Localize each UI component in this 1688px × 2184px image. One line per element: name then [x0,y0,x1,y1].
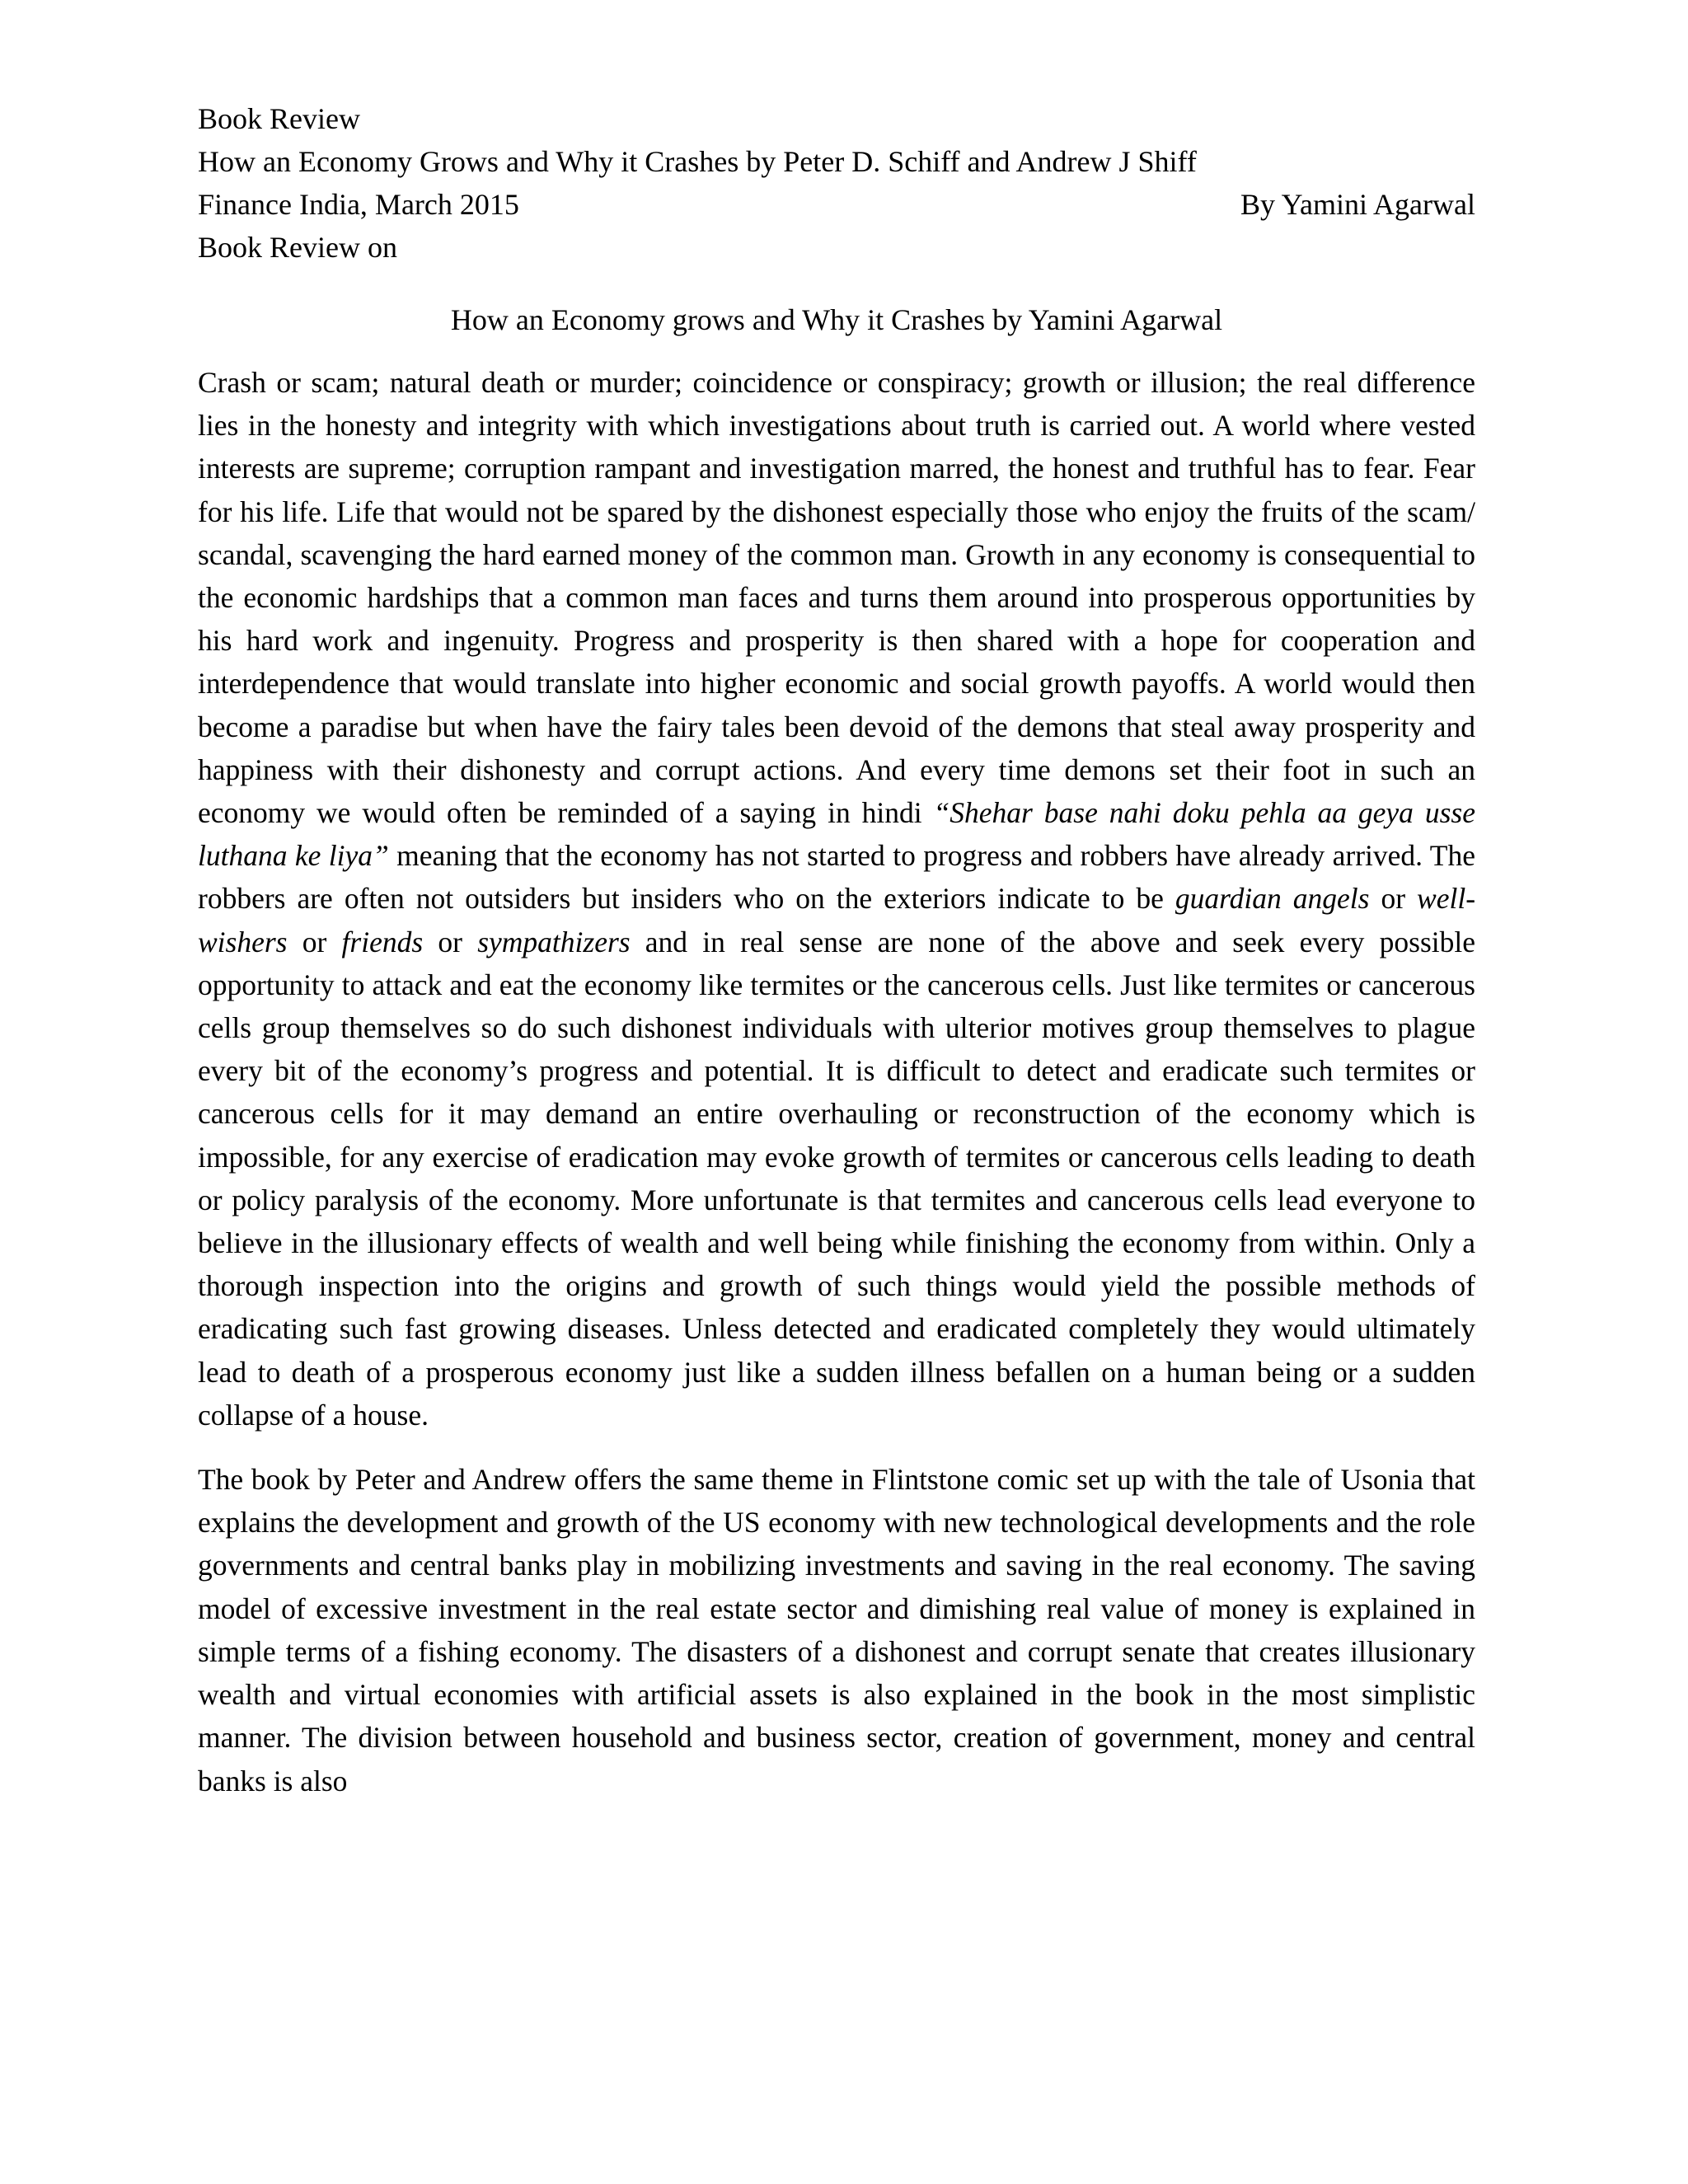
paragraph-1 [198,361,1475,1436]
paragraph-1-text-f: and in real sense are none of the above and seek every possible opportunity to attack and eat the economy like termites or the cancerous cells. Just like termites or cancerous cells group themselves so do such dishonest individuals with ulterior motives group themselves to plague every bit of the economy’s progress and potential. It is difficult to detect and eradicate such termites or cancerous cells for it may demand an entire overhauling or reconstruction of the economy which is impossible, for any exercise of eradication may evoke growth of termites or cancerous cells leading to death or policy paralysis of the economy. More unfortunate is that termites and cancerous cells lead everyone to believe in the illusionary effects of wealth and well being while finishing the economy from within. Only a thorough inspection into the origins and growth of such things would yield the possible methods of eradicating such fast growing diseases. Unless detected and eradicated completely they would ultimately lead to death of a prosperous economy just like a sudden illness befallen on a human being or a sudden collapse of a house. [198,925,1476,1432]
document-page [198,97,1475,1824]
paragraph-2: The book by Peter and Andrew offers the same theme in Flintstone comic set up with the tale of Usonia that explains the development and growth of the US economy with new technological developments and the role governments and central banks play in mobilizing investments and saving in the real economy. The saving model of excessive investment in the real estate sector and dimishing real value of money is explained in simple terms of a fishing economy. The disasters of a dishonest and corrupt senate that creates illusionary wealth and virtual economies with artificial assets is also explained in the book in the most simplistic manner. The division between household and business sector, creation of government, money and central banks is also [198,1463,1475,1797]
publication-info: Finance India, March 2015 [198,188,519,221]
paragraph-1-text-a: Crash or scam; natural death or murder; coincidence or conspiracy; growth or illusion; the real difference lies in the honesty and integrity with which investigations about truth is carried out. A world where vested interests are supreme; corruption rampant and investigation marred, the honest and truthful has to fear. Fear for his life. Life that would not be spared by the dishonest especially those who enjoy the fruits of the scam/ scandal, scavenging the hard earned money of the common man. Growth in any economy is consequential to the economic hardships that a common man faces and turns them around into prosperous opportunities by his hard work and ingenuity. Progress and prosperity is then shared with a hope for cooperation and interdependence that would translate into higher economic and social growth payoffs. A world would then become a paradise but when have the fairy tales been devoid of the demons that steal away prosperity and happiness with their dishonesty and corrupt actions. And every time demons set their foot in such an economy we would often be reminded of a saying in hindi [198,366,1475,830]
review-title: How an Economy grows and Why it Crashes by Yamini Agarwal [450,303,1223,336]
publication-row [198,183,1475,226]
paragraph-1-text-b: meaning that the economy has not started to progress and robbers have already arrived. The robbers are often not outsiders but insiders who on the exteriors indicate to be [198,839,1476,916]
paragraph-1-text-e: or [423,925,478,958]
review-on-label: Book Review on [198,231,397,264]
italic-term-well-wishers: well-wishers [198,882,1476,958]
italic-term-guardian-angels: guardian angels [1175,882,1370,916]
italic-term-friends: friends [341,925,424,958]
author-byline: By Yamini Agarwal [1240,188,1475,221]
paragraph-1-text-c: or [1369,882,1418,916]
header-label: Book Review [198,102,360,135]
paragraph-1-text-d: or [287,925,342,958]
italic-term-sympathizers: sympathizers [477,925,631,958]
hindi-saying-quote: “Shehar base nahi doku pehla aa geya usse luthana ke liya” [198,796,1475,873]
book-title-line: How an Economy Grows and Why it Crashes by Peter D. Schiff and Andrew J Shiff [198,145,1197,178]
